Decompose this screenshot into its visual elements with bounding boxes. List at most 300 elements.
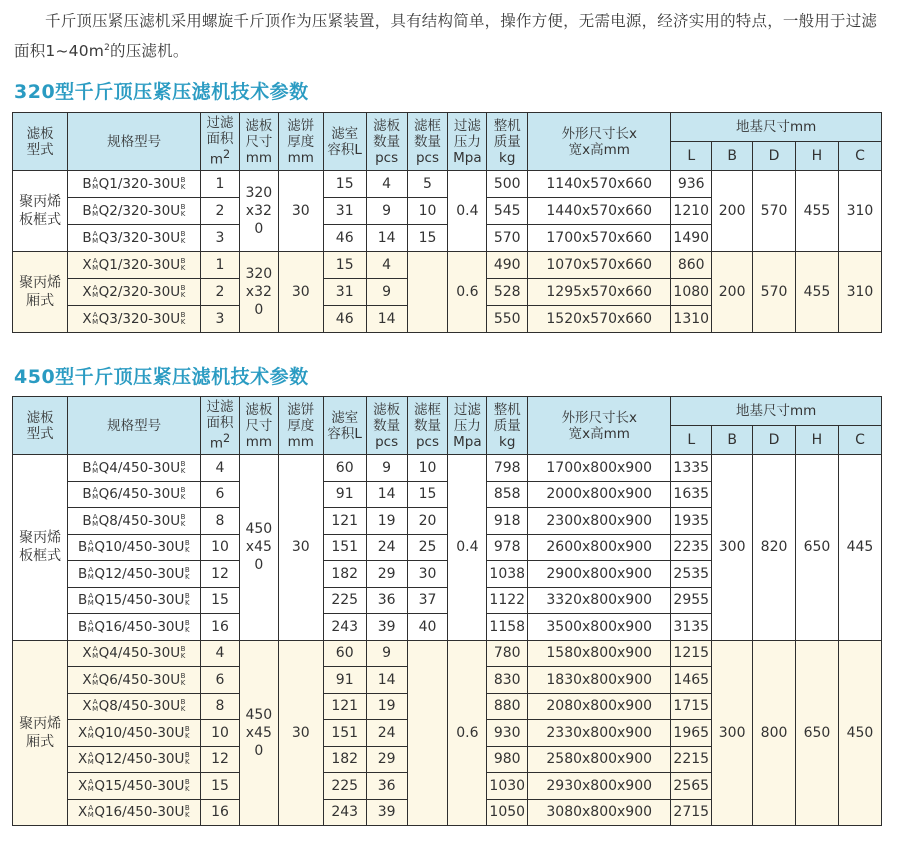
header-model-text: 规格型号 <box>107 417 162 434</box>
chamber-volume-cell: 46 <box>323 306 366 333</box>
model-sub-top: A <box>92 459 98 468</box>
frame-count-cell: 15 <box>407 225 448 252</box>
model-sub-top: A <box>88 724 94 733</box>
dimensions-cell: 2300x800x900 <box>528 508 671 535</box>
model-prefix: B <box>78 592 88 609</box>
chamber-volume-cell: 31 <box>323 279 366 306</box>
model-tail-top: B <box>180 176 186 184</box>
foundation-l-cell: 1715 <box>671 693 712 720</box>
model-body: Q3/320-30U <box>98 230 181 246</box>
model-cell <box>68 693 201 720</box>
model-tail-bottom: K <box>180 183 186 191</box>
model-body: Q15/450-30U <box>94 777 185 794</box>
header-filter-area-text: 过滤面积m <box>206 115 234 168</box>
frame-count-cell: 20 <box>407 508 448 535</box>
model-tail-top: B <box>180 512 186 521</box>
chamber-volume-cell: 182 <box>323 746 366 773</box>
model-sub-bottom: M <box>87 599 94 608</box>
model-sub-mark <box>92 461 98 475</box>
filter-area-cell: 12 <box>201 561 240 588</box>
plate-size-cell: 450x450 <box>239 455 278 641</box>
model-prefix: B <box>82 176 92 192</box>
table-row <box>13 640 882 667</box>
model-tail-mark <box>181 177 186 191</box>
header-filter-area-text: 过滤面积m <box>206 399 234 452</box>
model-tail-mark <box>181 231 186 245</box>
model-tail-top: B <box>180 230 186 238</box>
intro-text-end: 的压滤机。 <box>110 42 189 61</box>
plate-count-cell: 36 <box>366 587 407 614</box>
weight-cell: 1050 <box>487 799 528 826</box>
model-sub-mark <box>88 620 94 634</box>
header-weight-text: 整机质量kg <box>493 117 521 166</box>
model-tail-bottom: K <box>180 493 186 502</box>
model-tail-top: B <box>180 203 186 211</box>
plate-count-cell: 9 <box>366 640 407 667</box>
header-cake-thickness <box>278 113 323 171</box>
model-sub-mark <box>92 514 98 528</box>
plate-count-cell: 36 <box>366 773 407 800</box>
model-tail-bottom: K <box>185 572 190 581</box>
weight-cell: 918 <box>487 508 528 535</box>
model-body: Q15/450-30U <box>94 592 185 609</box>
header-foundation-l: L <box>671 426 712 455</box>
plate-type-cell: 聚丙烯板框式 <box>13 171 68 252</box>
header-plate-count <box>366 113 407 171</box>
model-tail-bottom: K <box>180 291 186 299</box>
weight-cell: 830 <box>487 667 528 694</box>
model-tail-mark <box>185 593 190 607</box>
spec-table-320 <box>12 112 882 333</box>
model-body: Q3/320-30U <box>98 311 181 327</box>
model-tail-bottom: K <box>180 264 186 272</box>
spec-table-450 <box>12 396 882 826</box>
filter-area-cell: 4 <box>201 455 240 482</box>
model-sub-bottom: M <box>92 678 99 687</box>
header-plate-size-text: 滤板尺寸mm <box>245 401 273 450</box>
dimensions-cell: 2000x800x900 <box>528 481 671 508</box>
model-body: Q4/450-30U <box>98 645 181 662</box>
model-tail-mark <box>185 779 190 793</box>
weight-cell: 500 <box>487 171 528 198</box>
model-prefix: X <box>78 724 88 741</box>
dimensions-cell: 1440x570x660 <box>528 198 671 225</box>
header-plate-type <box>13 113 68 171</box>
weight-cell: 1158 <box>487 614 528 641</box>
header-chamber-volume <box>323 113 366 171</box>
header-plate-count-text: 滤板数量pcs <box>373 117 401 166</box>
weight-cell: 798 <box>487 455 528 482</box>
model-sub-bottom: M <box>92 519 99 528</box>
header-filter-area-sup: 2 <box>222 148 231 162</box>
model-tail-bottom: K <box>185 758 190 767</box>
filter-area-cell: 16 <box>201 614 240 641</box>
dimensions-cell: 1140x570x660 <box>528 171 671 198</box>
foundation-l-cell: 860 <box>671 252 712 279</box>
model-tail-bottom: K <box>185 599 190 608</box>
dimensions-cell: 3500x800x900 <box>528 614 671 641</box>
chamber-volume-cell: 60 <box>323 455 366 482</box>
model-tail-top: B <box>180 284 186 292</box>
model-tail-bottom: K <box>180 237 186 245</box>
model-sub-mark <box>88 567 94 581</box>
chamber-volume-cell: 15 <box>323 252 366 279</box>
model-cell <box>68 720 201 747</box>
model-cell <box>68 279 201 306</box>
model-tail-top: B <box>184 565 190 574</box>
plate-count-cell: 14 <box>366 306 407 333</box>
model-cell <box>68 225 201 252</box>
foundation-l-cell: 1935 <box>671 508 712 535</box>
filter-area-cell: 4 <box>201 640 240 667</box>
model-body: Q1/320-30U <box>98 176 181 192</box>
model-cell <box>68 587 201 614</box>
model-tail-mark <box>185 805 190 819</box>
model-tail-bottom: K <box>185 811 190 820</box>
model-sub-bottom: M <box>87 572 94 581</box>
model-body: Q12/450-30U <box>94 565 185 582</box>
dimensions-cell: 1580x800x900 <box>528 640 671 667</box>
model-body: Q12/450-30U <box>94 751 185 768</box>
frame-count-cell: 15 <box>407 481 448 508</box>
model-sub-top: A <box>92 671 98 680</box>
foundation-c-cell: 310 <box>838 171 881 252</box>
header-plate-size <box>239 397 278 455</box>
table-row <box>13 252 882 279</box>
chamber-volume-cell: 151 <box>323 720 366 747</box>
dimensions-cell: 1295x570x660 <box>528 279 671 306</box>
model-sub-top: A <box>92 512 98 521</box>
chamber-volume-cell: 151 <box>323 534 366 561</box>
weight-cell: 880 <box>487 693 528 720</box>
cake-thickness-cell: 30 <box>278 171 323 252</box>
header-frame-count <box>407 113 448 171</box>
foundation-c-cell: 310 <box>838 252 881 333</box>
model-sub-mark <box>92 285 98 299</box>
foundation-l-cell: 936 <box>671 171 712 198</box>
model-tail-top: B <box>180 698 186 707</box>
model-tail-top: B <box>180 486 186 495</box>
header-cake-thickness-text: 滤饼厚度mm <box>287 401 315 450</box>
model-sub-mark <box>92 177 98 191</box>
chamber-volume-cell: 182 <box>323 561 366 588</box>
model-tail-top: B <box>180 257 186 265</box>
header-foundation: 地基尺寸mm <box>671 397 882 426</box>
model-tail-top: B <box>180 459 186 468</box>
model-sub-mark <box>92 673 98 687</box>
model-body: Q2/320-30U <box>98 203 181 219</box>
foundation-h-cell: 650 <box>795 455 838 641</box>
model-tail-bottom: K <box>180 466 186 475</box>
foundation-l-cell: 1210 <box>671 198 712 225</box>
model-sub-top: A <box>88 592 94 601</box>
filter-area-cell: 2 <box>201 198 240 225</box>
model-cell <box>68 306 201 333</box>
dimensions-cell: 1520x570x660 <box>528 306 671 333</box>
model-tail-top: B <box>184 751 190 760</box>
section-title-320: 320型千斤顶压紧压滤机技术参数 <box>14 81 309 103</box>
model-tail-mark <box>181 285 186 299</box>
header-filter-area <box>201 113 240 171</box>
dimensions-cell: 2930x800x900 <box>528 773 671 800</box>
model-tail-mark <box>181 312 186 326</box>
filter-area-cell: 1 <box>201 252 240 279</box>
frame-count-cell-empty <box>407 640 448 826</box>
weight-cell: 528 <box>487 279 528 306</box>
header-pressure <box>448 397 487 455</box>
header-foundation-c: C <box>838 426 881 455</box>
plate-count-cell: 9 <box>366 279 407 306</box>
model-tail-mark <box>181 673 186 687</box>
weight-cell: 1038 <box>487 561 528 588</box>
header-plate-count <box>366 397 407 455</box>
header-cake-thickness <box>278 397 323 455</box>
weight-cell: 550 <box>487 306 528 333</box>
chamber-volume-cell: 60 <box>323 640 366 667</box>
plate-count-cell: 9 <box>366 455 407 482</box>
model-sub-bottom: M <box>92 264 99 272</box>
model-cell <box>68 746 201 773</box>
header-foundation-b: B <box>712 426 753 455</box>
weight-cell: 930 <box>487 720 528 747</box>
model-body: Q16/450-30U <box>94 804 185 821</box>
model-prefix: B <box>82 459 92 476</box>
model-sub-top: A <box>88 618 94 627</box>
header-cake-thickness-text: 滤饼厚度mm <box>287 117 315 166</box>
header-dimensions-text: 外形尺寸长x宽x高mm <box>561 409 637 442</box>
model-tail-bottom: K <box>185 625 190 634</box>
foundation-l-cell: 2565 <box>671 773 712 800</box>
model-prefix: B <box>82 486 92 503</box>
weight-cell: 570 <box>487 225 528 252</box>
model-tail-mark <box>181 258 186 272</box>
foundation-l-cell: 1965 <box>671 720 712 747</box>
filter-area-cell: 3 <box>201 306 240 333</box>
plate-count-cell: 14 <box>366 667 407 694</box>
plate-count-cell: 4 <box>366 252 407 279</box>
model-prefix: B <box>78 539 88 556</box>
foundation-d-cell: 800 <box>753 640 796 826</box>
foundation-b-cell: 300 <box>712 640 753 826</box>
intro-text: 千斤顶压紧压滤机采用螺旋千斤顶作为压紧装置，具有结构简单，操作方便，无需电源，经济实用的特点，一般用于过滤面积1~40m <box>14 12 878 61</box>
plate-count-cell: 19 <box>366 693 407 720</box>
filter-area-cell: 1 <box>201 171 240 198</box>
model-cell <box>68 508 201 535</box>
header-weight <box>487 113 528 171</box>
model-sub-top: A <box>92 311 98 319</box>
model-prefix: B <box>78 618 88 635</box>
foundation-l-cell: 1490 <box>671 225 712 252</box>
header-pressure-text: 过滤压力Mpa <box>453 401 482 450</box>
model-sub-top: A <box>88 539 94 548</box>
model-tail-mark <box>181 204 186 218</box>
header-foundation-h: H <box>795 426 838 455</box>
model-cell <box>68 481 201 508</box>
header-weight <box>487 397 528 455</box>
header-pressure <box>448 113 487 171</box>
model-cell <box>68 773 201 800</box>
cake-thickness-cell: 30 <box>278 640 323 826</box>
dimensions-cell: 2580x800x900 <box>528 746 671 773</box>
model-sub-top: A <box>92 486 98 495</box>
model-sub-bottom: M <box>87 625 94 634</box>
header-foundation-c: C <box>838 142 881 171</box>
model-sub-top: A <box>92 645 98 654</box>
filter-area-cell: 15 <box>201 587 240 614</box>
model-tail-top: B <box>184 724 190 733</box>
filter-area-cell: 15 <box>201 773 240 800</box>
frame-count-cell: 37 <box>407 587 448 614</box>
model-tail-top: B <box>184 777 190 786</box>
model-tail-mark <box>181 699 186 713</box>
header-dimensions-text: 外形尺寸长x宽x高mm <box>561 125 637 158</box>
model-prefix: X <box>78 751 88 768</box>
model-body: Q10/450-30U <box>94 539 185 556</box>
header-model <box>68 397 201 455</box>
model-cell <box>68 640 201 667</box>
model-sub-bottom: M <box>87 758 94 767</box>
weight-cell: 1122 <box>487 587 528 614</box>
foundation-h-cell: 455 <box>795 252 838 333</box>
frame-count-cell: 10 <box>407 455 448 482</box>
header-chamber-volume-text: 滤室容积L <box>327 125 362 158</box>
intro-paragraph <box>14 8 890 65</box>
header-foundation: 地基尺寸mm <box>671 113 882 142</box>
foundation-l-cell: 1465 <box>671 667 712 694</box>
plate-type-cell: 聚丙烯厢式 <box>13 252 68 333</box>
model-cell <box>68 171 201 198</box>
model-sub-top: A <box>92 698 98 707</box>
frame-count-cell: 30 <box>407 561 448 588</box>
header-foundation-d: D <box>753 426 796 455</box>
model-prefix: X <box>78 804 88 821</box>
dimensions-cell: 2900x800x900 <box>528 561 671 588</box>
model-tail-top: B <box>184 539 190 548</box>
model-sub-bottom: M <box>92 466 99 475</box>
dimensions-cell: 2080x800x900 <box>528 693 671 720</box>
model-tail-bottom: K <box>185 546 190 555</box>
plate-size-cell: 320x320 <box>239 252 278 333</box>
model-sub-mark <box>92 699 98 713</box>
foundation-l-cell: 1215 <box>671 640 712 667</box>
header-model-text: 规格型号 <box>107 133 162 150</box>
dimensions-cell: 3320x800x900 <box>528 587 671 614</box>
frame-count-cell: 5 <box>407 171 448 198</box>
dimensions-cell: 3080x800x900 <box>528 799 671 826</box>
foundation-l-cell: 2715 <box>671 799 712 826</box>
model-tail-bottom: K <box>185 784 190 793</box>
header-foundation-l: L <box>671 142 712 171</box>
model-sub-mark <box>88 752 94 766</box>
chamber-volume-cell: 225 <box>323 587 366 614</box>
plate-type-cell: 聚丙烯厢式 <box>13 640 68 826</box>
foundation-b-cell: 200 <box>712 252 753 333</box>
model-sub-bottom: M <box>92 291 99 299</box>
header-plate-type-text: 滤板型式 <box>26 125 54 158</box>
header-plate-size <box>239 113 278 171</box>
weight-cell: 490 <box>487 252 528 279</box>
model-body: Q1/320-30U <box>98 257 181 273</box>
plate-count-cell: 9 <box>366 198 407 225</box>
header-plate-size-text: 滤板尺寸mm <box>245 117 273 166</box>
filter-area-cell: 2 <box>201 279 240 306</box>
header-pressure-text: 过滤压力Mpa <box>453 117 482 166</box>
model-tail-top: B <box>184 804 190 813</box>
model-body: Q8/450-30U <box>98 698 181 715</box>
frame-count-cell: 10 <box>407 198 448 225</box>
frame-count-cell: 25 <box>407 534 448 561</box>
model-cell <box>68 614 201 641</box>
foundation-l-cell: 2955 <box>671 587 712 614</box>
model-sub-bottom: M <box>92 493 99 502</box>
model-sub-mark <box>92 646 98 660</box>
foundation-c-cell: 450 <box>838 640 881 826</box>
plate-count-cell: 29 <box>366 561 407 588</box>
filter-area-cell: 6 <box>201 667 240 694</box>
model-body: Q6/450-30U <box>98 486 181 503</box>
model-cell <box>68 799 201 826</box>
filter-area-cell: 12 <box>201 746 240 773</box>
header-frame-count-text: 滤框数量pcs <box>413 117 441 166</box>
plate-size-cell: 320x320 <box>239 171 278 252</box>
foundation-d-cell: 570 <box>753 171 796 252</box>
filter-area-cell: 6 <box>201 481 240 508</box>
model-tail-mark <box>181 461 186 475</box>
model-tail-bottom: K <box>180 210 186 218</box>
foundation-b-cell: 300 <box>712 455 753 641</box>
model-tail-top: B <box>184 592 190 601</box>
model-sub-bottom: M <box>92 183 99 191</box>
chamber-volume-cell: 243 <box>323 799 366 826</box>
model-tail-top: B <box>180 671 186 680</box>
chamber-volume-cell: 15 <box>323 171 366 198</box>
model-tail-mark <box>185 567 190 581</box>
model-tail-mark <box>185 752 190 766</box>
foundation-l-cell: 1335 <box>671 455 712 482</box>
model-tail-mark <box>185 540 190 554</box>
model-sub-top: A <box>88 804 94 813</box>
model-sub-mark <box>88 540 94 554</box>
model-body: Q16/450-30U <box>94 618 185 635</box>
model-prefix: X <box>82 257 92 273</box>
model-body: Q6/450-30U <box>98 671 181 688</box>
model-sub-bottom: M <box>92 318 99 326</box>
header-filter-area <box>201 397 240 455</box>
model-sub-top: A <box>88 777 94 786</box>
model-sub-top: A <box>88 751 94 760</box>
header-filter-area-sup: 2 <box>222 432 231 446</box>
model-tail-top: B <box>180 311 186 319</box>
plate-count-cell: 14 <box>366 481 407 508</box>
plate-count-cell: 39 <box>366 799 407 826</box>
header-dimensions <box>528 397 671 455</box>
model-prefix: X <box>82 698 92 715</box>
chamber-volume-cell: 243 <box>323 614 366 641</box>
model-sub-mark <box>92 487 98 501</box>
chamber-volume-cell: 91 <box>323 667 366 694</box>
cake-thickness-cell: 30 <box>278 455 323 641</box>
model-tail-bottom: K <box>180 318 186 326</box>
header-plate-type <box>13 397 68 455</box>
model-sub-bottom: M <box>87 811 94 820</box>
plate-type-cell: 聚丙烯板框式 <box>13 455 68 641</box>
pressure-cell: 0.4 <box>448 455 487 641</box>
model-prefix: X <box>82 645 92 662</box>
dimensions-cell: 1700x800x900 <box>528 455 671 482</box>
section-title-450: 450型千斤顶压紧压滤机技术参数 <box>14 366 309 388</box>
model-body: Q4/450-30U <box>98 459 181 476</box>
header-frame-count <box>407 397 448 455</box>
